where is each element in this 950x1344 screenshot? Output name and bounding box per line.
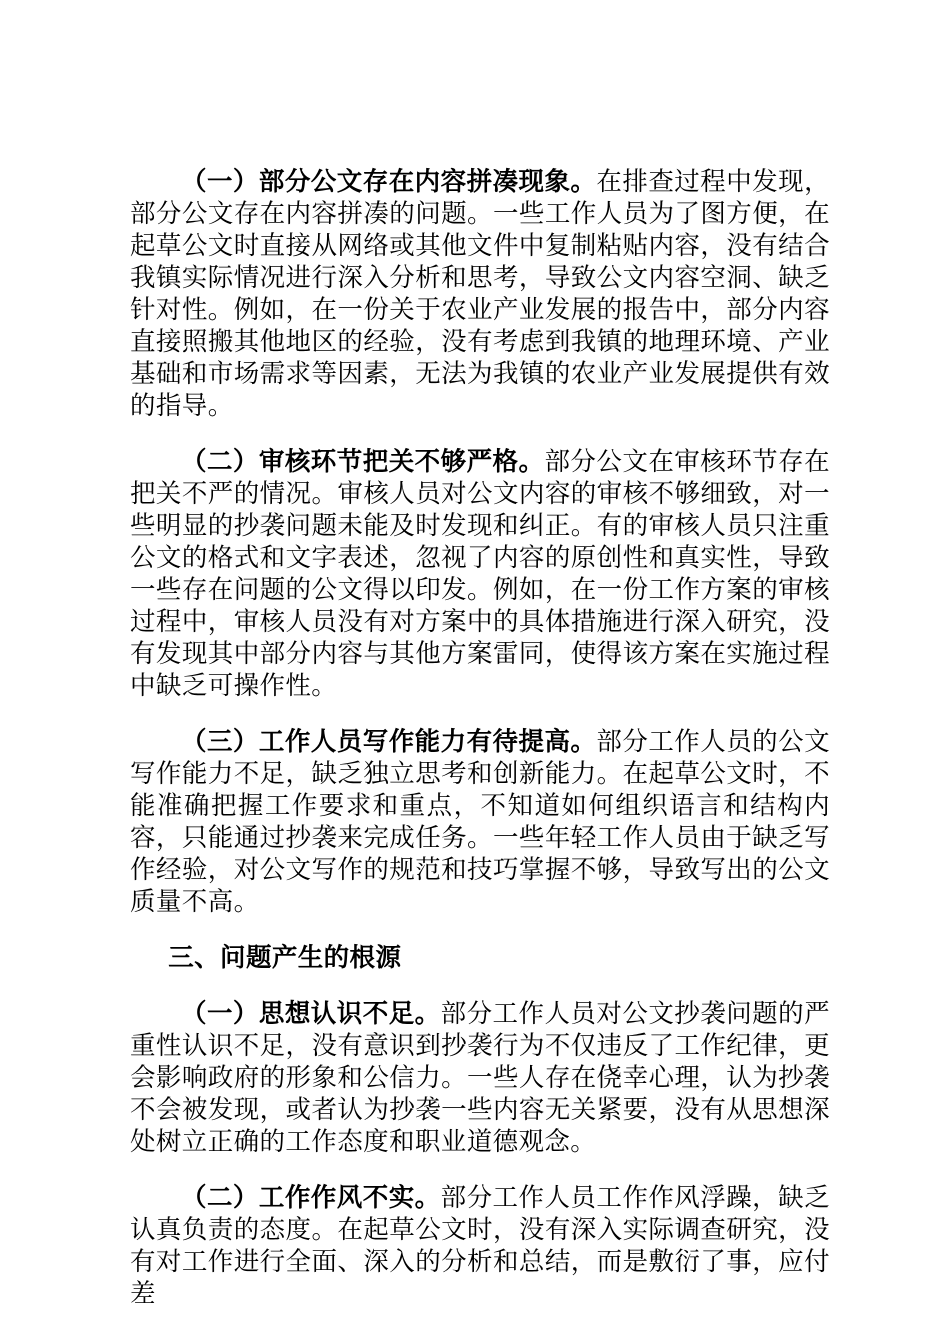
paragraph-lead: （三）工作人员写作能力有待提高。 [181,727,597,757]
paragraph-body: 在排查过程中发现，部分公文存在内容拼凑的问题。一些工作人员为了图方便，在起草公文时直接从网络或其他文件中复制粘贴内容，没有结合我镇实际情况进行深入分析和思考，导致公文内容空洞、缺乏针对性。例如，在一份关于农业产业发展的报告中，部分内容直接照搬其他地区的经验，没有考虑到我镇的地理环境、产业基础和市场需求等因素，无法为我镇的农业产业发展提供有效的指导。 [130,167,830,421]
paragraph-lead: （二）工作作风不实。 [181,1183,441,1213]
paragraph-lead: （二）审核环节把关不够严格。 [181,447,545,477]
paragraph-writing-ability [130,726,830,918]
document-page [130,166,830,1310]
paragraph-body: 部分工作人员对公文抄袭问题的严重性认识不足，没有意识到抄袭行为不仅违反了工作纪律，更会影响政府的形象和公信力。一些人存在侥幸心理，认为抄袭不会被发现，或者认为抄袭一些内容无关紧要，没有从思想深处树立正确的工作态度和职业道德观念。 [130,999,830,1157]
paragraph-body: 部分公文在审核环节存在把关不严的情况。审核人员对公文内容的审核不够细致，对一些明显的抄袭问题未能及时发现和纠正。有的审核人员只注重公文的格式和文字表述，忽视了内容的原创性和真实性，导致一些存在问题的公文得以印发。例如，在一份工作方案的审核过程中，审核人员没有对方案中的具体措施进行深入研究，没有发现其中部分内容与其他方案雷同，使得该方案在实施过程中缺乏可操作性。 [130,447,830,701]
paragraph-review-lax [130,446,830,702]
paragraph-body: 部分工作人员工作作风浮躁，缺乏认真负责的态度。在起草公文时，没有深入实际调查研究，没有对工作进行全面、深入的分析和总结，而是敷衍了事，应付差 [130,1183,830,1309]
paragraph-body: 部分工作人员的公文写作能力不足，缺乏独立思考和创新能力。在起草公文时，不能准确把握工作要求和重点，不知道如何组织语言和结构内容，只能通过抄袭来完成任务。一些年轻工作人员由于缺乏写作经验，对公文写作的规范和技巧掌握不够，导致写出的公文质量不高。 [130,727,830,917]
paragraph-lead: （一）思想认识不足。 [181,999,441,1029]
paragraph-content-patchwork [130,166,830,422]
section-heading: 三、问题产生的根源 [168,943,402,973]
paragraph-work-style [130,1182,830,1310]
paragraph-awareness [130,998,830,1158]
paragraph-lead: （一）部分公文存在内容拼凑现象。 [181,167,597,197]
